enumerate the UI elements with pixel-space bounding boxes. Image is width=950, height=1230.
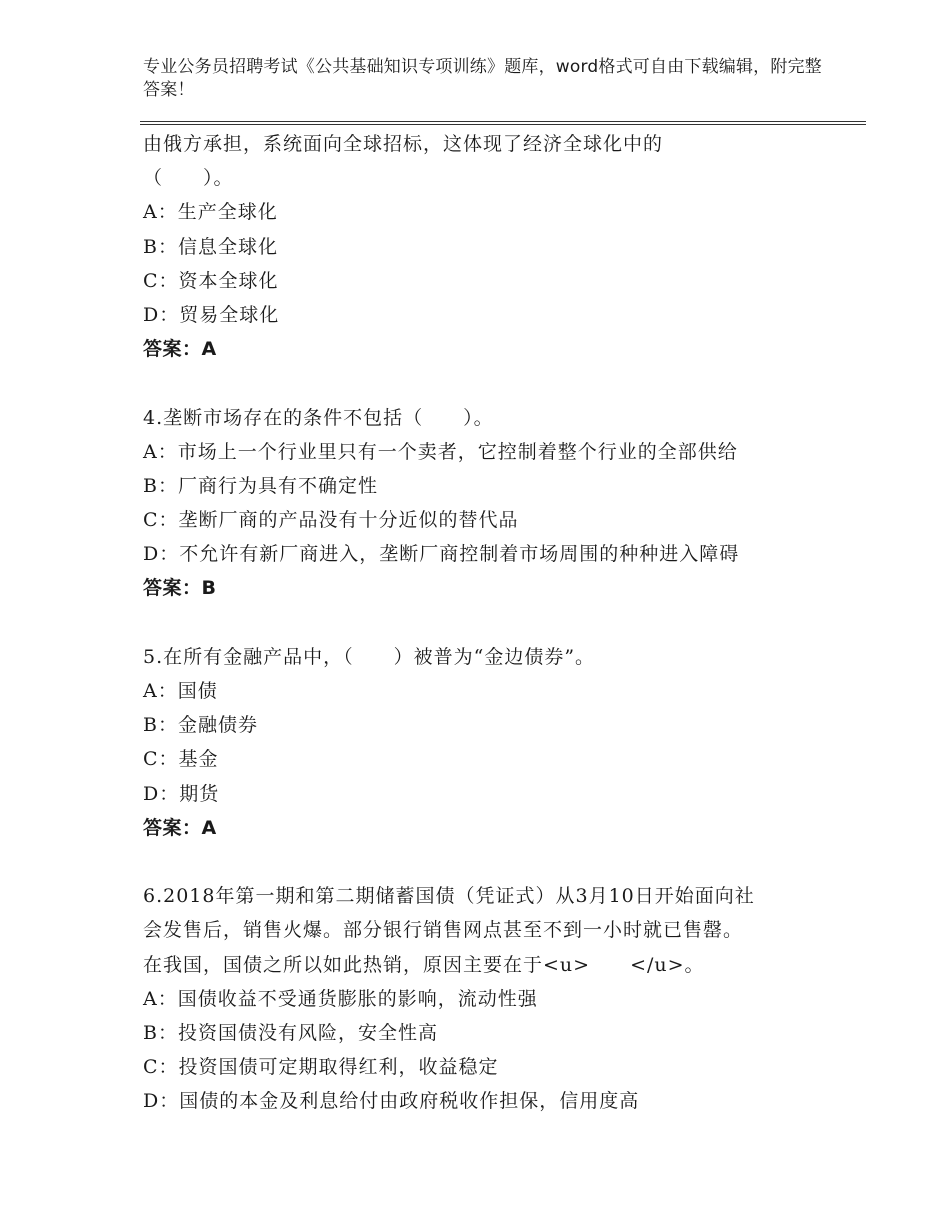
- option-a: A：国债收益不受通货膨胀的影响，流动性强: [143, 987, 538, 1010]
- question-block-5: [143, 640, 863, 845]
- question-block-3: [143, 127, 863, 366]
- option-d: D：贸易全球化: [143, 303, 280, 326]
- page-header: 专业公务员招聘考试《公共基础知识专项训练》题库，word格式可自由下载编辑，附完整答案！: [143, 57, 822, 100]
- answer-label: 答案：B: [143, 577, 217, 600]
- option-c: C：资本全球化: [143, 269, 279, 292]
- question-stem-line: 由俄方承担，系统面向全球招标，这体现了经济全球化中的: [143, 133, 664, 155]
- spacer: [143, 366, 863, 400]
- question-block-6: [143, 879, 863, 1118]
- question-stem-line: 在我国，国债之所以如此热销，原因主要在于<u> </u>。: [143, 953, 705, 976]
- option-b: B：金融债券: [143, 714, 258, 737]
- option-b: B：投资国债没有风险，安全性高: [143, 1021, 438, 1044]
- option-b: B：厂商行为具有不确定性: [143, 474, 378, 497]
- option-c: C：垄断厂商的产品没有十分近似的替代品: [143, 509, 519, 532]
- answer-label: 答案：A: [143, 338, 217, 361]
- option-d: D：国债的本金及利息给付由政府税收作担保，信用度高: [143, 1090, 640, 1113]
- question-stem-line: （ ）。: [143, 167, 234, 190]
- spacer: [143, 845, 863, 879]
- question-stem-line: 6.2018年第一期和第二期储蓄国债（凭证式）从3月10日开始面向社: [143, 885, 755, 908]
- answer-label: 答案：A: [143, 816, 217, 839]
- header-rule-top: [140, 121, 866, 122]
- option-c: C：基金: [143, 748, 219, 771]
- question-stem-line: 5.在所有金融产品中，（ ）被普为“金边债券”。: [143, 645, 596, 668]
- option-a: A：生产全球化: [143, 201, 278, 224]
- option-d: D：不允许有新厂商进入，垄断厂商控制着市场周围的种种进入障碍: [143, 543, 740, 566]
- header-rule-bottom: [140, 124, 866, 125]
- spacer: [143, 606, 863, 640]
- question-stem-line: 4.垄断市场存在的条件不包括（ ）。: [143, 406, 494, 429]
- option-c: C：投资国债可定期取得红利，收益稳定: [143, 1056, 499, 1079]
- option-d: D：期货: [143, 782, 220, 805]
- question-list: [143, 127, 863, 1118]
- question-stem-line: 会发售后，销售火爆。部分银行销售网点甚至不到一小时就已售罄。: [143, 919, 744, 942]
- question-block-4: [143, 401, 863, 606]
- option-a: A：国债: [143, 680, 218, 702]
- option-a: A：市场上一个行业里只有一个卖者，它控制着整个行业的全部供给: [143, 440, 738, 463]
- option-b: B：信息全球化: [143, 235, 278, 258]
